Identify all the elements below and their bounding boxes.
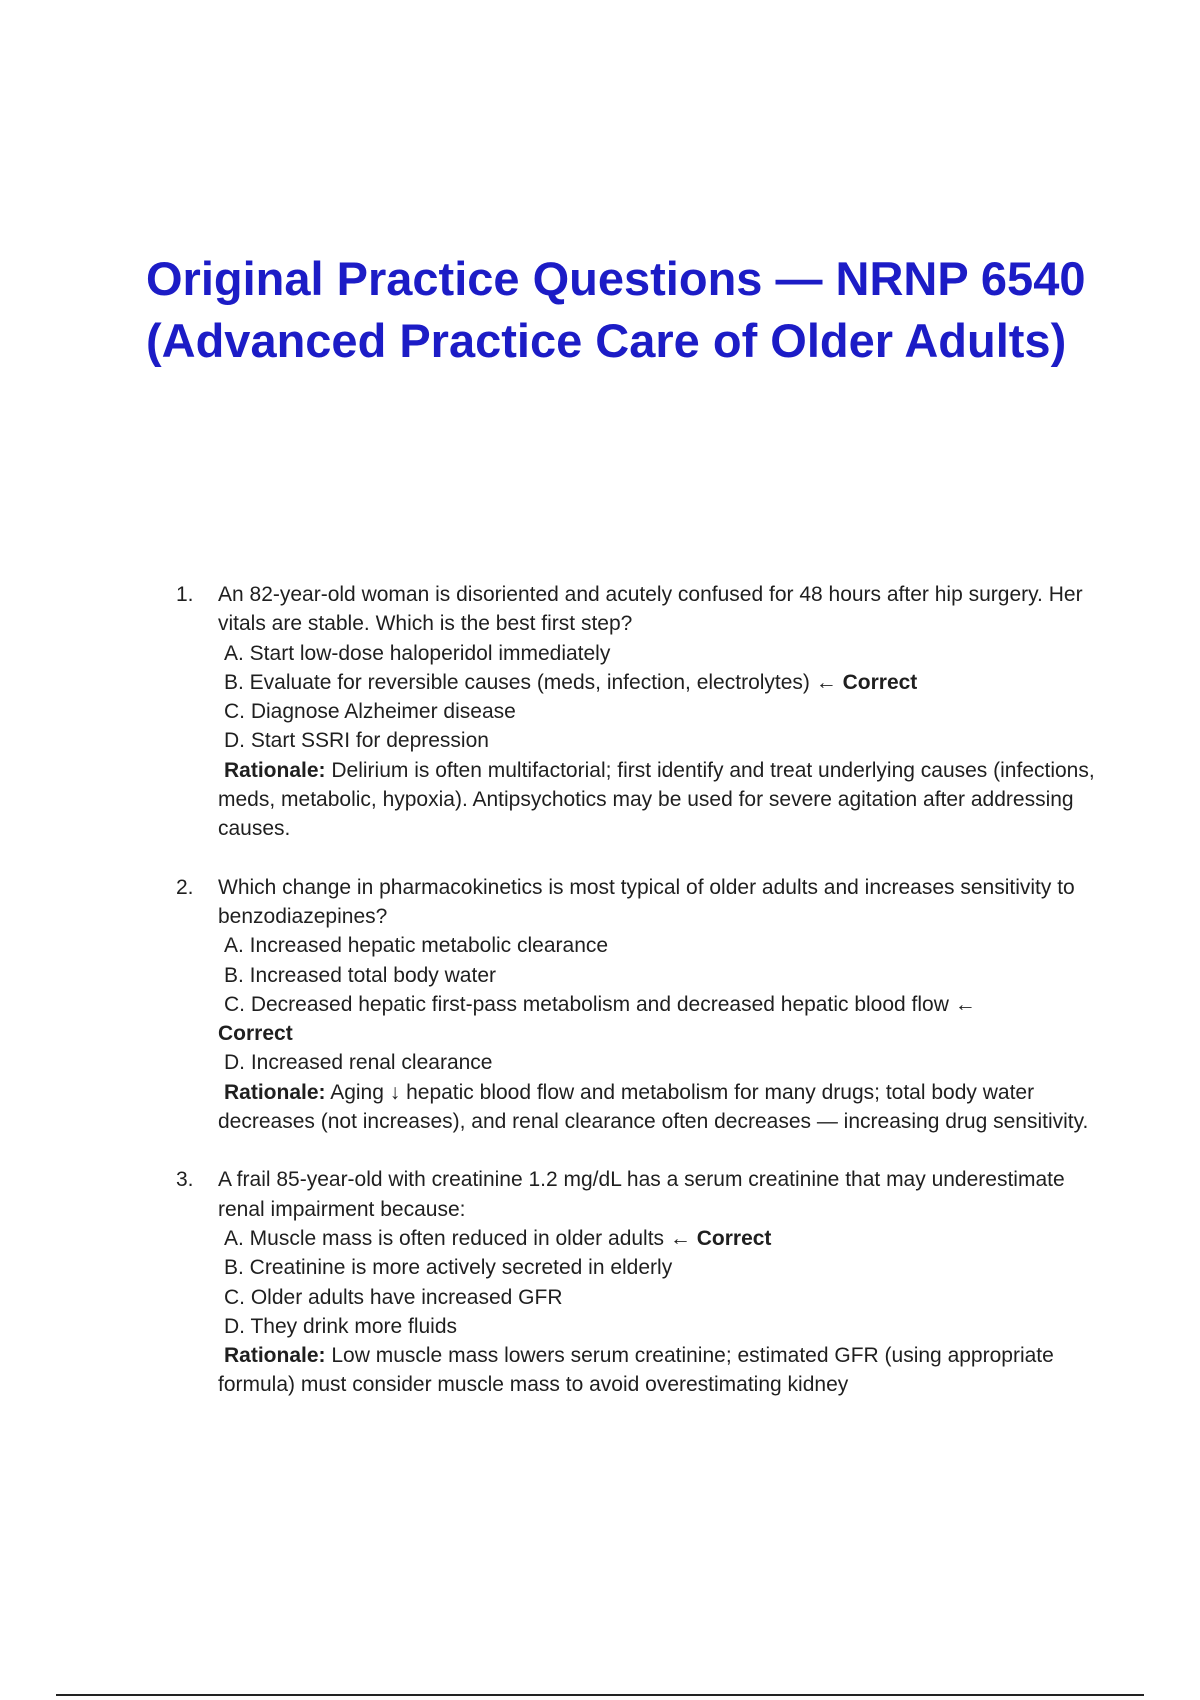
answer-option-b: B. Increased total body water — [224, 963, 496, 987]
answer-option-d: D. They drink more fluids — [224, 1314, 458, 1338]
rationale — [218, 1341, 1096, 1400]
rationale-label: Rationale: — [224, 1080, 326, 1104]
rationale-text: Delirium is often multifactorial; first identify and treat underlying causes (infections, meds, metabolic, hypoxia). Antipsychotics may be used for severe agitation after addressing causes. — [218, 758, 1095, 841]
answer-option-c: C. Diagnose Alzheimer disease — [224, 700, 516, 724]
question-list — [176, 580, 1096, 1429]
page-title: Original Practice Questions — NRNP 6540 (Advanced Practice Care of Older Adults) — [146, 252, 1086, 367]
question-item — [176, 873, 1096, 1137]
correct-marker: Correct — [842, 670, 918, 694]
question-number: 2. — [176, 875, 194, 899]
rationale-text: Low muscle mass lowers serum creatinine; estimated GFR (using appropriate formula) must consider muscle mass to avoid overestimating kidney — [218, 1344, 1054, 1397]
answer-option-b — [218, 668, 1096, 697]
rationale-text: Aging ↓ hepatic blood flow and metabolism for many drugs; total body water decreases (not increases), and renal clearance often decreases — increasing drug sensitivity. — [218, 1080, 1089, 1134]
answer-option-c: C. Older adults have increased GFR — [224, 1285, 563, 1309]
question-number: 3. — [176, 1168, 194, 1192]
rationale-label: Rationale: — [224, 1344, 326, 1368]
question-stem: An 82-year-old woman is disoriented and acutely confused for 48 hours after hip surgery. Her vitals are stable. Which is the best first step? — [218, 583, 1083, 636]
question-item — [176, 1165, 1096, 1399]
answer-option-a: A. Increased hepatic metabolic clearance — [224, 934, 609, 958]
question-stem: A frail 85-year-old with creatinine 1.2 mg/dL has a serum creatinine that may underestimate renal impairment because: — [218, 1168, 1065, 1221]
answer-option-c: C. Decreased hepatic first-pass metabolism and decreased hepatic blood flow ← — [224, 992, 976, 1016]
option-text: A. Muscle mass is often reduced in older adults ← — [224, 1226, 691, 1250]
answer-option-a: A. Start low-dose haloperidol immediately — [224, 641, 611, 665]
rationale — [218, 756, 1096, 844]
question-stem: Which change in pharmacokinetics is most typical of older adults and increases sensitivity to benzodiazepines? — [218, 875, 1075, 928]
answer-option-b: B. Creatinine is more actively secreted in elderly — [224, 1256, 673, 1280]
answer-option-d: D. Start SSRI for depression — [224, 729, 489, 753]
rationale-label: Rationale: — [224, 758, 326, 782]
correct-marker: Correct — [696, 1226, 772, 1250]
question-number: 1. — [176, 583, 194, 606]
footer-divider — [56, 1694, 1144, 1696]
answer-option-a — [218, 1224, 1096, 1253]
question-item — [176, 580, 1096, 844]
option-text: B. Evaluate for reversible causes (meds, infection, electrolytes) ← — [224, 670, 837, 694]
rationale — [218, 1078, 1096, 1137]
answer-option-d: D. Increased renal clearance — [224, 1051, 493, 1075]
correct-marker: Correct — [218, 1022, 293, 1046]
